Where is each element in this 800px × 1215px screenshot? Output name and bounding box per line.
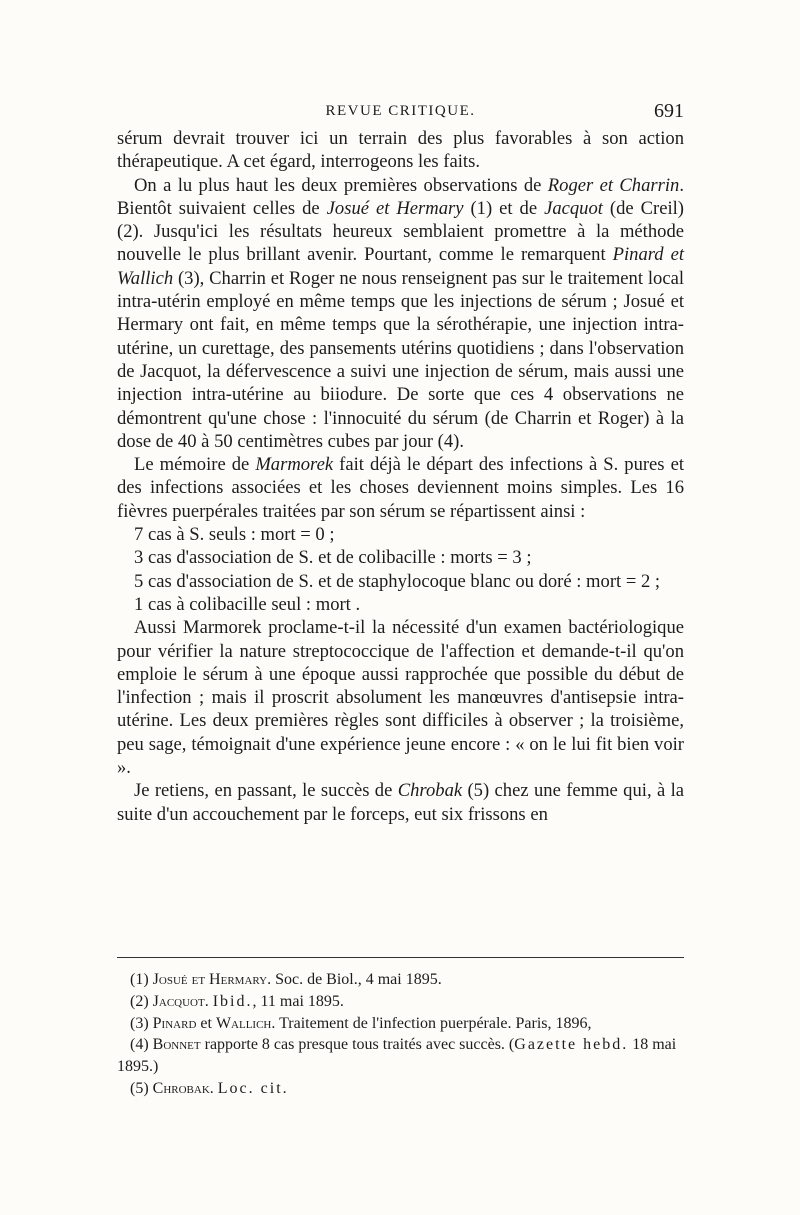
author-jacquot: Jacquot — [544, 197, 603, 219]
footnote-text: 18 mai 1895.) — [117, 1036, 677, 1076]
footnote-3 — [117, 1013, 684, 1035]
footnote-author: Bonnet — [152, 1036, 201, 1054]
paragraph-2-text: On a lu plus haut les deux premières observations de — [134, 174, 548, 196]
footnote-author: Josué et Hermary — [152, 971, 268, 988]
footnote-number: (4) — [130, 1036, 153, 1054]
footnote-text: . — [204, 992, 213, 1010]
case-line: 1 cas à colibacille seul : mort . — [134, 593, 361, 615]
footnote-number: (2) — [130, 992, 153, 1010]
author-pinard-wallich: Pinard et Wallich — [117, 244, 684, 289]
paragraph-5 — [117, 779, 684, 826]
footnote-2 — [117, 991, 684, 1013]
paragraph-4: Aussi Marmorek proclame-t-il la nécessité d'un examen bactériologique pour vérifier la nature streptococcique de l'affection et demande-t-il qu'on emploie le sérum à une époque aussi rapprochée que possible du début de l'infection ; mais il proscrit absolument les manœuvres d'antisepsie intra-utérine. Les deux premières règles sont difficiles à observer ; la troisième, peu sage, témoignait d'une expérience jeune encore : « on le lui fit bien voir ». — [117, 617, 684, 779]
paragraph-2 — [117, 174, 684, 454]
footnote-number: (1) — [130, 971, 153, 988]
footnote-author: Wallich — [215, 1014, 272, 1032]
footnote-text: . Traitement de l'infection puerpérale. Paris, 1896, — [271, 1014, 592, 1032]
paragraph-2-text: . Bientôt suivaient celles de — [117, 174, 684, 219]
case-line: 7 cas à S. seuls : mort = 0 ; — [134, 524, 335, 546]
footnote-text: . — [209, 1079, 218, 1097]
footnote-4 — [117, 1034, 684, 1078]
paragraph-3-text: Le mémoire de — [134, 454, 256, 476]
page-header — [117, 100, 684, 126]
paragraph-2-text: (de Creil) (2). Jusqu'ici les résultats heureux semblaient promettre à la méthode nouvelle le plus brillant avenir. Pourtant, comme le remarquent — [117, 197, 684, 266]
author-josue-hermary: Josué et Hermary — [326, 197, 464, 219]
paragraph-3-text: fait déjà le départ des infections à S. pures et des infections associées et les choses deviennent moins simples. Les 16 fièvres puerpérales traitées par son sérum se répartissent ainsi : — [117, 454, 684, 522]
footnote-number: (5) — [130, 1079, 153, 1097]
footnote-author: Jacquot — [152, 992, 205, 1010]
paragraph-2-text: (1) et de — [463, 197, 545, 219]
paragraph-3 — [117, 453, 684, 523]
footnote-5 — [117, 1078, 684, 1100]
page-number: 691 — [654, 100, 684, 122]
footnote-text: . Soc. de Biol., 4 mai 1895. — [267, 971, 442, 988]
footnote-number: (3) — [130, 1014, 153, 1032]
paragraph-5-text: Je retiens, en passant, le succès de — [134, 780, 398, 802]
paragraph-5-text: (5) chez une femme qui, à la suite d'un accouchement par le forceps, eut six frissons en — [117, 780, 685, 825]
footnote-text: et — [196, 1014, 216, 1032]
body-text — [117, 127, 684, 826]
case-line: 5 cas d'association de S. et de staphylocoque blanc ou doré : mort = 2 ; — [134, 570, 661, 592]
author-chrobak: Chrobak — [397, 780, 463, 802]
footnote-author: Pinard — [152, 1014, 197, 1032]
footnote-divider — [117, 957, 684, 958]
footnote-text: , 11 mai 1895. — [252, 992, 344, 1010]
author-roger-charrin: Roger et Charrin — [547, 174, 680, 196]
footnote-text: rapporte 8 cas presque tous traités avec succès. ( — [200, 1036, 515, 1054]
footnote-ref: Ibid. — [212, 992, 253, 1010]
paragraph-1: sérum devrait trouver ici un terrain des plus favorables à son action thérapeutique. A cet égard, interrogeons les faits. — [117, 128, 684, 173]
paragraph-2-text: (3), Charrin et Roger ne nous renseignent pas sur le traitement local intra-utérin employé en même temps que les injections de sérum ; Josué et Hermary ont fait, en même temps que la sérothérapie, une injection intra-utérine, un curettage, des pansements utérins quotidiens ; dans l'observation de Jacquot, la défervescence a suivi une injection de sérum, mais aussi une injection intra-utérine au biiodure. De sorte que ces 4 observations ne démontrent qu'une chose : l'innocuité du sérum (de Charrin et Roger) à la dose de 40 à 50 centimètres cubes par jour (4). — [117, 267, 684, 452]
footnote-ref: Gazette hebd. — [514, 1036, 629, 1054]
footnote-ref: Loc. cit. — [217, 1079, 289, 1097]
footnote-1 — [117, 969, 684, 991]
case-line: 3 cas d'association de S. et de colibacille : morts = 3 ; — [134, 547, 532, 569]
footnote-author: Chrobak — [152, 1079, 210, 1097]
author-marmorek: Marmorek — [255, 454, 334, 476]
footnotes — [117, 969, 684, 1100]
running-head: REVUE CRITIQUE. — [325, 103, 476, 119]
